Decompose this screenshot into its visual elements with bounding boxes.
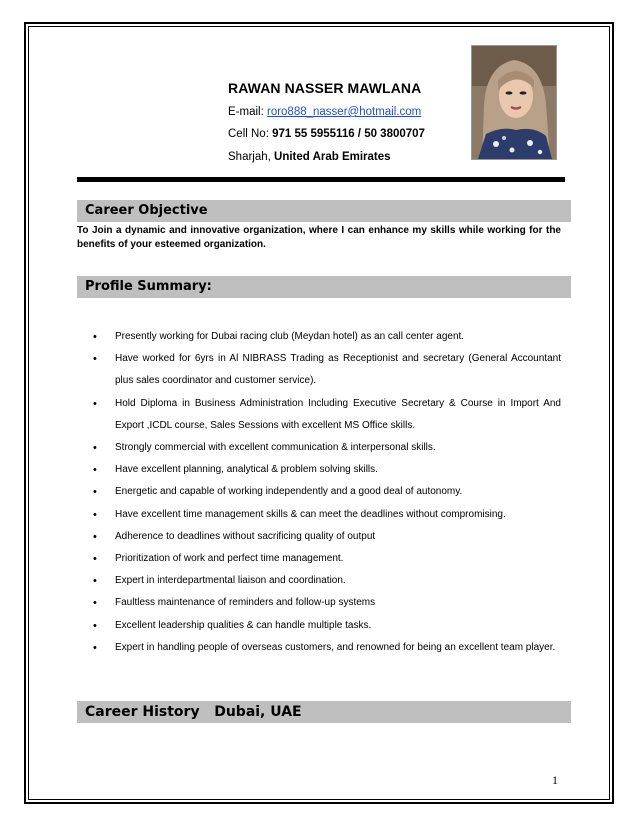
career-objective-heading: Career Objective <box>77 200 571 222</box>
cell-line <box>228 128 425 140</box>
list-item: • Hold Diploma in Business Administration Including Executive Secretary & Course in Import And Export ,ICDL course, Sales Sessions with excellent MS Office skills. <box>93 393 561 437</box>
list-item: • Have worked for 6yrs in Al NIBRASS Trading as Receptionist and secretary (General Accountant plus sales coordinator and customer service). <box>93 348 561 392</box>
list-item: • Excellent leadership qualities & can handle multiple tasks. <box>93 615 561 637</box>
location-city: Sharjah, <box>228 151 275 163</box>
list-item: • Have excellent time management skills & can meet the deadlines without compromising. <box>93 504 561 526</box>
cell-number: 971 55 5955116 / 50 3800707 <box>272 128 425 140</box>
list-item: • Energetic and capable of working independently and a good deal of autonomy. <box>93 481 561 503</box>
profile-summary-list <box>93 326 561 659</box>
list-item: • Strongly commercial with excellent communication & interpersonal skills. <box>93 437 561 459</box>
list-item: • Adherence to deadlines without sacrificing quality of output <box>93 526 561 548</box>
list-item: • Expert in interdepartmental liaison and coordination. <box>93 570 561 592</box>
list-item: • Expert in handling people of overseas customers, and renowned for being an excellent team player. <box>93 637 561 659</box>
list-item: • Have excellent planning, analytical & problem solving skills. <box>93 459 561 481</box>
email-label: E-mail: <box>228 106 267 118</box>
list-item: • Faultless maintenance of reminders and follow-up systems <box>93 592 561 614</box>
candidate-name: RAWAN NASSER MAWLANA <box>228 80 422 96</box>
career-objective-text: To Join a dynamic and innovative organization, where I can enhance my skills while working for the benefits of your esteemed organization. <box>77 225 561 250</box>
header-divider <box>77 177 565 182</box>
email-line <box>228 106 421 118</box>
list-item: • Prioritization of work and perfect time management. <box>93 548 561 570</box>
page-number: 1 <box>552 773 558 787</box>
list-item: • Presently working for Dubai racing club (Meydan hotel) as an call center agent. <box>93 326 561 348</box>
career-history-heading: Career History Dubai, UAE <box>77 701 571 723</box>
location-line <box>228 151 391 163</box>
location-country: United Arab Emirates <box>274 151 391 163</box>
cell-label: Cell No: <box>228 128 273 140</box>
profile-summary-heading: Profile Summary: <box>77 276 571 298</box>
profile-photo <box>471 45 557 160</box>
email-link[interactable]: roro888_nasser@hotmail.com <box>266 106 422 118</box>
